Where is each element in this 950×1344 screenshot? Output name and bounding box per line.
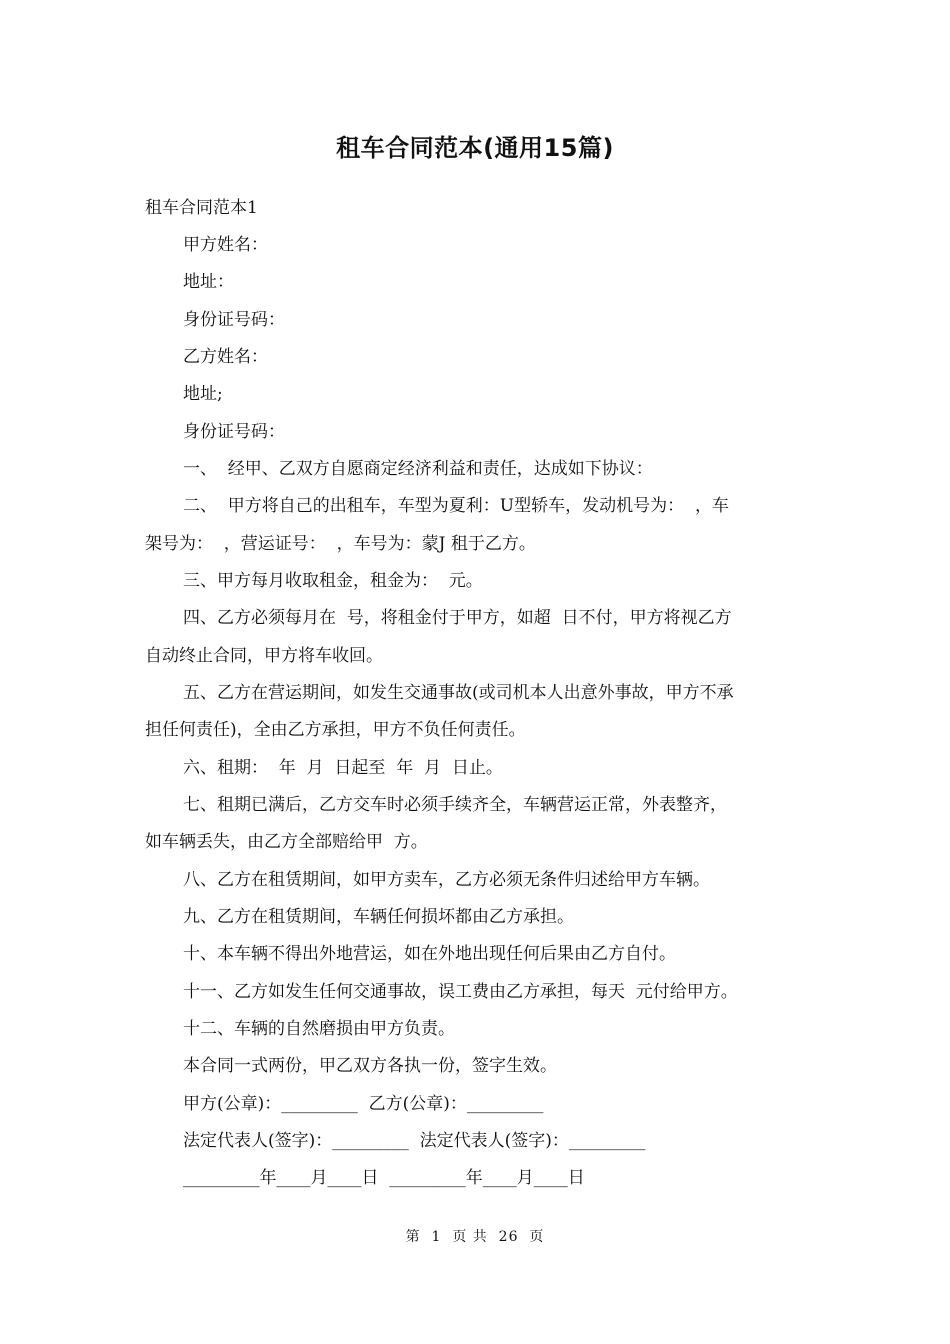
clause-5: 五、乙方在营运期间，如发生交通事故(或司机本人出意外事故，甲方不承 — [183, 683, 734, 703]
clause-6: 六、租期： 年 月 日起至 年 月 日止。 — [183, 758, 503, 778]
seal-signature-line: 甲方(公章)：_________ 乙方(公章)：_________ — [183, 1094, 544, 1114]
date-signature-line: _________年____月____日 _________年____月____日 — [183, 1168, 585, 1188]
clause-8: 八、乙方在租赁期间，如甲方卖车，乙方必须无条件归述给甲方车辆。 — [183, 870, 710, 890]
page-footer: 第 1 页 共 26 页 — [405, 1229, 545, 1245]
party-b-name-line: 乙方姓名： — [183, 347, 268, 367]
clause-7: 七、租期已满后，乙方交车时必须手续齐全，车辆营运正常，外表整齐， — [183, 795, 727, 815]
clause-7-continued: 如车辆丢失，由乙方全部赔给甲 方。 — [145, 832, 428, 852]
clause-5-continued: 担任何责任)，全由乙方承担，甲方不负任何责任。 — [145, 720, 526, 740]
contract-copies-note: 本合同一式两份，甲乙双方各执一份，签字生效。 — [183, 1056, 557, 1076]
clause-10: 十、本车辆不得出外地营运，如在外地出现任何后果由乙方自付。 — [183, 944, 676, 964]
section-heading: 租车合同范本1 — [145, 198, 258, 218]
clause-11: 十一、乙方如发生任何交通事故，误工费由乙方承担，每天 元付给甲方。 — [183, 982, 738, 1002]
clause-2-continued: 架号为： ，营运证号： ，车号为：蒙J 租于乙方。 — [145, 534, 536, 554]
clause-3: 三、甲方每月收取租金，租金为： 元。 — [183, 571, 483, 591]
party-b-address-line: 地址; — [183, 384, 223, 404]
party-a-id-line: 身份证号码： — [183, 310, 285, 330]
clause-4-continued: 自动终止合同，甲方将车收回。 — [145, 646, 383, 666]
clause-1: 一、 经甲、乙双方自愿商定经济利益和责任，达成如下协议： — [183, 459, 653, 479]
clause-4: 四、乙方必须每月在 号，将租金付于甲方，如超 日不付，甲方将视乙方 — [183, 608, 732, 628]
party-b-id-line: 身份证号码： — [183, 422, 285, 442]
clause-9: 九、乙方在租赁期间，车辆任何损坏都由乙方承担。 — [183, 907, 574, 927]
party-a-name-line: 甲方姓名： — [183, 235, 268, 255]
clause-2: 二、 甲方将自己的出租车，车型为夏利：U型轿车，发动机号为： ，车 — [183, 496, 729, 516]
clause-12: 十二、车辆的自然磨损由甲方负责。 — [183, 1019, 455, 1039]
party-a-address-line: 地址： — [183, 272, 234, 292]
representative-signature-line: 法定代表人(签字)：_________ 法定代表人(签字)：_________ — [183, 1131, 646, 1151]
document-title: 租车合同范本(通用15篇) — [336, 134, 614, 162]
